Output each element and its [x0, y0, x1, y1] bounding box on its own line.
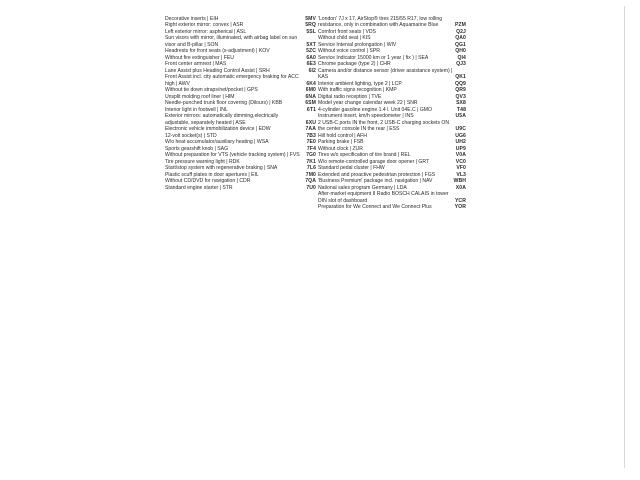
equipment-description: Extended and proactive pedestrian protection | FGS	[318, 171, 436, 178]
equipment-code: 5XT	[306, 41, 316, 48]
equipment-code: 5ZC	[306, 48, 316, 54]
equipment-description: Digital radio reception | TVE	[318, 93, 382, 100]
equipment-code: QH0	[455, 48, 466, 54]
page-edge	[624, 6, 625, 468]
equipment-code: 6SM	[305, 100, 316, 106]
equipment-code: 7F4	[306, 145, 316, 152]
equipment-description: Comfort front seats | VDS	[318, 28, 376, 35]
equipment-code: QA0	[455, 35, 466, 41]
equipment-description: Sports gearshift knob | SAG	[165, 145, 229, 152]
right-equipment-column	[318, 16, 466, 211]
equipment-code: 7B3	[306, 132, 316, 139]
equipment-description: With traffic signs recognition | KMP	[318, 87, 397, 93]
equipment-description: Unsplit molding roof liner | HIM	[165, 93, 235, 100]
equipment-code: T48	[456, 106, 466, 113]
equipment-code: 6K4	[306, 80, 316, 87]
equipment-description: Headrests for front seats (x-adjustment) | KOV	[165, 48, 270, 54]
equipment-code: V0A	[455, 152, 466, 158]
equipment-code: 6A0	[306, 54, 316, 61]
equipment-code: WBH	[453, 178, 466, 184]
equipment-code: 6NA	[305, 93, 316, 100]
equipment-description: 12-volt socket(s) | STD	[165, 132, 217, 139]
equipment-description: Without preparation for VTS (vehicle tracking system) | FVS	[165, 152, 300, 158]
equipment-description: Without CD/DVD for navigation | CDR	[165, 178, 251, 184]
equipment-code: YCR	[454, 197, 466, 204]
equipment-description: Service Indicator 15000 km or 1 year ( fix ) | SEA	[318, 54, 429, 61]
equipment-code: VL3	[456, 171, 466, 178]
equipment-description: Camera and/or distance sensor (driver assistance system) | KAS	[318, 67, 453, 80]
equipment-description: Service Interval prolongation | WIV	[318, 41, 397, 48]
equipment-code: 7M0	[305, 171, 316, 178]
equipment-description: Standard engine starter | STR	[165, 184, 233, 191]
equipment-description: Plastic scuff plates in door apertures | EIL	[165, 171, 259, 178]
equipment-code: QG1	[454, 41, 466, 48]
equipment-code: YOR	[454, 204, 466, 210]
equipment-description: Without fire extinguisher | FEU	[165, 54, 234, 61]
equipment-code: 7AA	[305, 126, 316, 132]
equipment-description: W/o remote-controlled garage door opener | GRT	[318, 158, 430, 165]
equipment-description: Without voice control | SPR	[318, 48, 380, 54]
left-equipment-column	[165, 16, 316, 192]
equipment-code: 7QA	[305, 178, 316, 184]
equipment-description: Without child seat | KIS	[318, 35, 371, 41]
equipment-description: Left exterior mirror: aspherical | ASL	[165, 28, 247, 35]
equipment-description: Tires w/o specification of tire brand | REL	[318, 152, 411, 158]
equipment-code: 6M0	[305, 87, 316, 93]
equipment-description: After-market equipment II Radio BOSCH CALAIS in tower DIN slot of dashboard	[318, 191, 449, 204]
equipment-code: 6T1	[306, 106, 316, 113]
equipment-description: Interior light in footwell | INL	[165, 106, 228, 113]
equipment-description: 'Business Premium' package incl. navigation | NAV	[318, 178, 433, 184]
equipment-code: 6I2	[308, 67, 316, 74]
equipment-description: Decorative inserts | EIH	[165, 15, 219, 22]
equipment-description: Hill hold control | AFH	[318, 132, 367, 139]
equipment-code: VC0	[455, 158, 466, 165]
equipment-description: Lane Assist plus Heading Control Assist | SRH	[165, 67, 270, 74]
equipment-code: 6E3	[306, 61, 316, 67]
equipment-description: Preparation for We Connect and We Connect Plus	[318, 204, 432, 210]
equipment-row	[165, 35, 316, 48]
equipment-description: Front Assist incl. city automatic emergency braking for ACC high | AWV	[165, 74, 299, 87]
equipment-code: Q2J	[456, 28, 466, 35]
equipment-description: Interior ambient lighting, type 2 | LCP	[318, 80, 402, 87]
equipment-code: QJ3	[456, 61, 466, 67]
equipment-description: Start/stop system with regenerative braking | SNA	[165, 165, 278, 171]
equipment-row	[318, 204, 466, 211]
equipment-code: SX8	[456, 100, 466, 106]
equipment-code: UG6	[455, 132, 466, 139]
equipment-code: UH2	[455, 139, 466, 145]
equipment-code: 7K1	[306, 158, 316, 165]
equipment-description: 'London' 7J x 17, AirStop® tires 215/55 R17, low rolling resistance, only in combination with Aquamarine Blue	[318, 15, 443, 28]
equipment-description: Without tie down straps/net/pocket | GPS	[165, 87, 258, 93]
equipment-code: VF0	[456, 165, 466, 171]
equipment-description: Right exterior mirror: convex | ASR	[165, 22, 244, 28]
equipment-description: 4-cylinder gasoline engine 1.4 l. Unit 04E.C | GMO	[318, 106, 433, 113]
equipment-description: W/o heat accumulator/auxiliary heating | WSA	[165, 139, 269, 145]
equipment-code: QI4	[457, 54, 466, 61]
equipment-row	[318, 191, 466, 204]
equipment-code: PZM	[454, 22, 466, 28]
equipment-code: 7G0	[306, 152, 316, 158]
equipment-code: 7L6	[306, 165, 316, 171]
equipment-code: U9C	[455, 126, 466, 132]
equipment-description: Instrument insert, km/h speedometer | INS	[318, 113, 414, 119]
equipment-description: Electronic vehicle immobilization device | EDW	[165, 126, 271, 132]
equipment-description: Exterior mirrors: automatically dimming,electrically adjustable, separately heated | ASE	[165, 113, 279, 126]
equipment-description: 2 USB-C ports IN the front, 2 USB-C charging sockets ON the center console IN the rear | ESS	[318, 119, 450, 132]
equipment-code: 5SL	[306, 28, 316, 35]
equipment-code: 5MV	[305, 15, 316, 22]
equipment-code: X0A	[455, 184, 466, 191]
equipment-code: QK1	[455, 74, 466, 80]
equipment-code: 6XU	[305, 119, 316, 126]
equipment-description: Tire pressure warning light | RDK	[165, 158, 240, 165]
equipment-description: Needle-punched trunk floor covering (Dilours) | KBB	[165, 100, 283, 106]
equipment-code: QR9	[455, 87, 466, 93]
equipment-code: QQ9	[454, 80, 466, 87]
equipment-row	[318, 68, 466, 81]
equipment-row	[165, 185, 316, 192]
equipment-description: Without clock | ZUR	[318, 145, 363, 152]
equipment-description: Sun visors with mirror, illuminated, with airbag label on sun visor and B-pillar | SON	[165, 35, 298, 48]
equipment-row	[165, 74, 316, 87]
equipment-code: 7E0	[306, 139, 316, 145]
equipment-description: Standard pedal cluster | FHW	[318, 165, 385, 171]
equipment-code: U5A	[455, 113, 466, 119]
equipment-description: Parking brake | FSB	[318, 139, 364, 145]
equipment-row	[165, 113, 316, 126]
equipment-row	[318, 120, 466, 133]
equipment-description: Chrome package (type 2) | CHR	[318, 61, 391, 67]
equipment-description: National sales program Germany | LDA	[318, 184, 407, 191]
equipment-description: Model year change calendar week 22 | SNR	[318, 100, 418, 106]
equipment-code: UP9	[455, 145, 466, 152]
equipment-code: QV3	[455, 93, 466, 100]
equipment-description: Front center armrest | MAS	[165, 61, 227, 67]
equipment-code: 7U0	[306, 184, 316, 191]
equipment-row	[318, 16, 466, 29]
equipment-code: 5RQ	[305, 22, 316, 28]
